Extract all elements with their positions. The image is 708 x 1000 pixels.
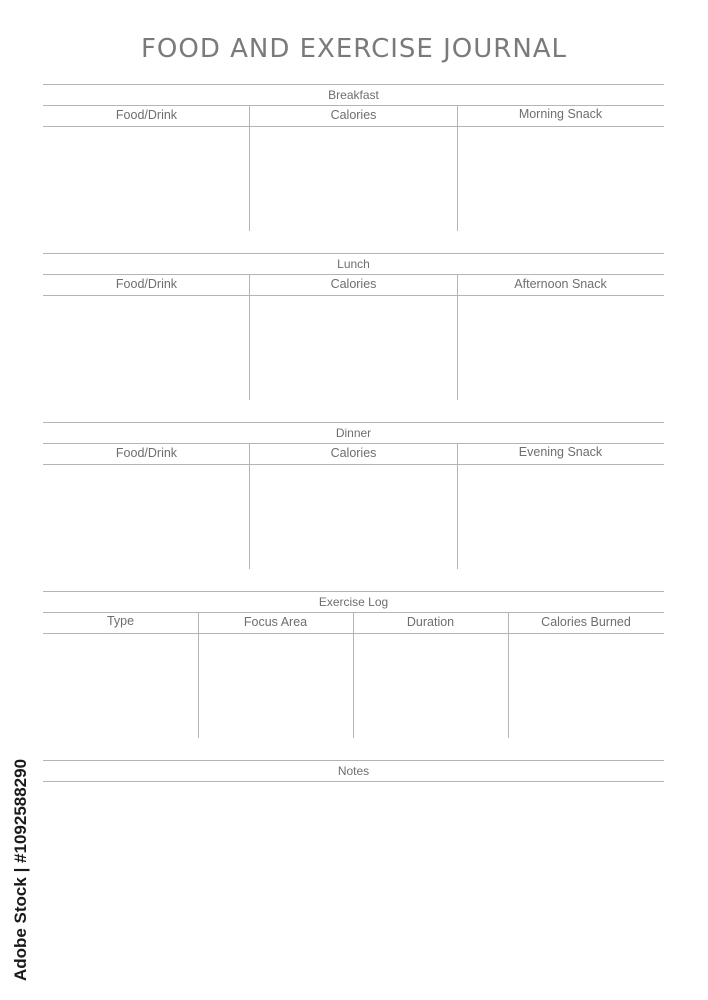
breakfast-col-food-drink: Food/Drink xyxy=(115,108,178,122)
breakfast-title: Breakfast xyxy=(328,88,379,102)
column-divider xyxy=(249,105,250,231)
dinner-col-calories: Calories xyxy=(330,446,377,460)
column-divider xyxy=(249,443,250,569)
section-top-rule xyxy=(43,422,664,423)
column-divider xyxy=(457,443,458,569)
exercise-col-calories-burned: Calories Burned xyxy=(541,615,631,629)
notes-title: Notes xyxy=(337,764,370,778)
lunch-title: Lunch xyxy=(337,257,370,271)
breakfast-section xyxy=(43,84,664,232)
section-top-rule xyxy=(43,591,664,592)
exercise-log-section xyxy=(43,591,664,739)
exercise-log-title: Exercise Log xyxy=(318,595,389,609)
exercise-col-focus-area: Focus Area xyxy=(243,615,308,629)
dinner-col-food-drink: Food/Drink xyxy=(115,446,178,460)
exercise-col-duration: Duration xyxy=(406,615,455,629)
dinner-title: Dinner xyxy=(335,426,372,440)
column-divider xyxy=(457,274,458,400)
stock-watermark-text: Adobe Stock | #1092588290 xyxy=(11,758,30,982)
lunch-col-calories: Calories xyxy=(330,277,377,291)
column-divider xyxy=(508,612,509,738)
section-top-rule xyxy=(43,84,664,85)
exercise-col-type: Type xyxy=(106,614,135,628)
section-bottom-rule xyxy=(43,781,664,782)
column-divider xyxy=(353,612,354,738)
page-title: FOOD AND EXERCISE JOURNAL xyxy=(140,34,568,64)
header-top-rule xyxy=(43,274,664,275)
header-bottom-rule xyxy=(43,295,664,296)
lunch-col-food-drink: Food/Drink xyxy=(115,277,178,291)
notes-section xyxy=(43,760,664,784)
header-bottom-rule xyxy=(43,126,664,127)
header-top-rule xyxy=(43,105,664,106)
lunch-section xyxy=(43,253,664,401)
column-divider xyxy=(249,274,250,400)
header-top-rule xyxy=(43,443,664,444)
section-top-rule xyxy=(43,253,664,254)
breakfast-col-morning-snack: Morning Snack xyxy=(518,107,603,121)
column-divider xyxy=(457,105,458,231)
dinner-section xyxy=(43,422,664,570)
header-bottom-rule xyxy=(43,464,664,465)
lunch-col-afternoon-snack: Afternoon Snack xyxy=(514,277,607,291)
section-top-rule xyxy=(43,760,664,761)
breakfast-col-calories: Calories xyxy=(330,108,377,122)
dinner-col-evening-snack: Evening Snack xyxy=(518,445,603,459)
column-divider xyxy=(198,612,199,738)
stock-watermark xyxy=(8,750,34,990)
